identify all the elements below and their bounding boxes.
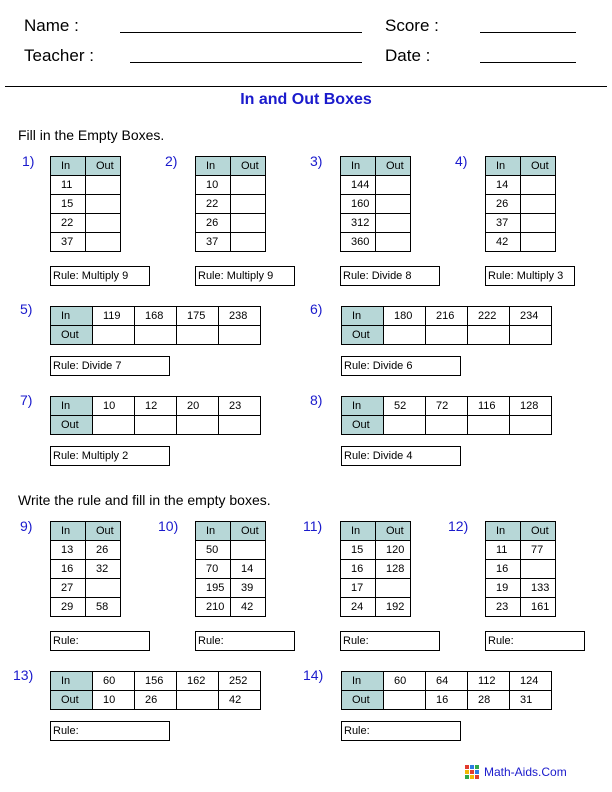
- problem-number: 11): [303, 518, 323, 534]
- in-cell: 37: [486, 214, 521, 233]
- in-cell: 52: [384, 397, 426, 416]
- out-header: Out: [86, 522, 121, 541]
- in-out-table: [50, 156, 121, 252]
- out-header: Out: [376, 157, 411, 176]
- problem-number: 9): [20, 518, 33, 534]
- out-cell[interactable]: [510, 326, 552, 345]
- out-cell[interactable]: [376, 214, 411, 233]
- rule-box[interactable]: Rule:: [485, 631, 585, 651]
- in-header: In: [51, 307, 93, 326]
- in-cell: 16: [486, 560, 521, 579]
- problem-number: 10): [158, 518, 179, 534]
- out-cell[interactable]: [219, 416, 261, 435]
- site-logo-text: Math-Aids.Com: [484, 765, 567, 779]
- out-cell[interactable]: [93, 326, 135, 345]
- in-cell: 112: [468, 672, 510, 691]
- problem-number: 5): [20, 301, 33, 317]
- in-out-table: [50, 396, 261, 435]
- problem-number: 8): [310, 392, 323, 408]
- in-cell: 26: [196, 214, 231, 233]
- problem-number: 7): [20, 392, 33, 408]
- out-cell[interactable]: [384, 691, 426, 710]
- in-cell: 222: [468, 307, 510, 326]
- in-cell: 23: [486, 598, 521, 617]
- in-cell: 252: [219, 672, 261, 691]
- out-cell[interactable]: [426, 416, 468, 435]
- in-cell: 64: [426, 672, 468, 691]
- rule-box: Rule: Multiply 3: [485, 266, 575, 286]
- out-cell[interactable]: 26: [86, 541, 121, 560]
- in-header: In: [486, 522, 521, 541]
- in-cell: 16: [341, 560, 376, 579]
- in-header: In: [341, 157, 376, 176]
- in-out-table: [195, 521, 266, 617]
- problem-number: 6): [310, 301, 323, 317]
- out-cell[interactable]: [376, 195, 411, 214]
- in-cell: 72: [426, 397, 468, 416]
- in-cell: 12: [135, 397, 177, 416]
- out-cell[interactable]: [177, 326, 219, 345]
- out-cell[interactable]: [86, 176, 121, 195]
- in-header: In: [51, 672, 93, 691]
- score-field[interactable]: [480, 32, 576, 33]
- out-cell[interactable]: [510, 416, 552, 435]
- out-cell[interactable]: 39: [231, 579, 266, 598]
- in-cell: 210: [196, 598, 231, 617]
- in-cell: 175: [177, 307, 219, 326]
- date-label: Date :: [385, 46, 431, 65]
- in-cell: 23: [219, 397, 261, 416]
- out-header: Out: [342, 326, 384, 345]
- in-cell: 116: [468, 397, 510, 416]
- rule-box: Rule: Multiply 2: [50, 446, 170, 466]
- in-cell: 50: [196, 541, 231, 560]
- out-cell[interactable]: 77: [521, 541, 556, 560]
- in-cell: 29: [51, 598, 86, 617]
- out-cell[interactable]: [177, 416, 219, 435]
- out-cell[interactable]: [231, 214, 266, 233]
- worksheet-title: In and Out Boxes: [240, 91, 372, 108]
- out-cell[interactable]: [86, 233, 121, 252]
- out-cell[interactable]: [177, 691, 219, 710]
- rule-box: Rule: Multiply 9: [195, 266, 295, 286]
- out-header: Out: [51, 416, 93, 435]
- score-label: Score :: [385, 16, 439, 35]
- in-header: In: [51, 157, 86, 176]
- out-cell[interactable]: 14: [231, 560, 266, 579]
- out-header: Out: [86, 157, 121, 176]
- in-out-table: [485, 521, 556, 617]
- in-out-table: [340, 156, 411, 252]
- out-cell[interactable]: [426, 326, 468, 345]
- out-cell[interactable]: 128: [376, 560, 411, 579]
- out-cell[interactable]: [86, 579, 121, 598]
- in-header: In: [342, 672, 384, 691]
- out-cell[interactable]: 42: [231, 598, 266, 617]
- out-cell[interactable]: 31: [510, 691, 552, 710]
- in-cell: 216: [426, 307, 468, 326]
- in-header: In: [342, 307, 384, 326]
- in-cell: 16: [51, 560, 86, 579]
- out-cell[interactable]: 133: [521, 579, 556, 598]
- in-header: In: [342, 397, 384, 416]
- rule-box[interactable]: Rule:: [50, 631, 150, 651]
- in-cell: 160: [341, 195, 376, 214]
- in-cell: 13: [51, 541, 86, 560]
- in-cell: 162: [177, 672, 219, 691]
- in-cell: 60: [93, 672, 135, 691]
- out-cell[interactable]: 26: [135, 691, 177, 710]
- in-out-table: [50, 671, 261, 710]
- section2-instruction: Write the rule and fill in the empty boxes.: [18, 492, 271, 508]
- out-cell[interactable]: 10: [93, 691, 135, 710]
- in-cell: 37: [51, 233, 86, 252]
- problem-number: 12): [448, 518, 469, 534]
- problem-number: 1): [22, 153, 35, 169]
- in-header: In: [51, 522, 86, 541]
- problem-number: 2): [165, 153, 178, 169]
- rule-box: Rule: Divide 7: [50, 356, 170, 376]
- out-cell[interactable]: [521, 214, 556, 233]
- in-cell: 234: [510, 307, 552, 326]
- out-cell[interactable]: [521, 195, 556, 214]
- rule-box[interactable]: Rule:: [341, 721, 461, 741]
- out-cell[interactable]: [468, 416, 510, 435]
- out-cell[interactable]: 28: [468, 691, 510, 710]
- name-field[interactable]: [120, 32, 362, 33]
- out-header: Out: [376, 522, 411, 541]
- out-cell[interactable]: [86, 214, 121, 233]
- out-cell[interactable]: [231, 195, 266, 214]
- out-header: Out: [342, 691, 384, 710]
- problem-number: 4): [455, 153, 468, 169]
- rule-box: Rule: Divide 8: [340, 266, 440, 286]
- out-header: Out: [231, 522, 266, 541]
- rule-box[interactable]: Rule:: [195, 631, 295, 651]
- in-cell: 144: [341, 176, 376, 195]
- in-cell: 195: [196, 579, 231, 598]
- teacher-field[interactable]: [130, 62, 362, 63]
- in-cell: 22: [196, 195, 231, 214]
- section1-instruction: Fill in the Empty Boxes.: [18, 127, 165, 143]
- in-cell: 180: [384, 307, 426, 326]
- out-header: Out: [51, 326, 93, 345]
- problem-number: 3): [310, 153, 323, 169]
- out-header: Out: [521, 157, 556, 176]
- in-cell: 312: [341, 214, 376, 233]
- out-cell[interactable]: [231, 541, 266, 560]
- rule-box: Rule: Multiply 9: [50, 266, 150, 286]
- rule-box[interactable]: Rule:: [50, 721, 170, 741]
- in-cell: 26: [486, 195, 521, 214]
- in-out-table: [341, 396, 552, 435]
- in-cell: 17: [341, 579, 376, 598]
- out-cell[interactable]: [93, 416, 135, 435]
- in-out-table: [485, 156, 556, 252]
- out-cell[interactable]: 32: [86, 560, 121, 579]
- in-cell: 22: [51, 214, 86, 233]
- out-cell[interactable]: [384, 326, 426, 345]
- in-header: In: [196, 157, 231, 176]
- in-cell: 60: [384, 672, 426, 691]
- in-cell: 156: [135, 672, 177, 691]
- in-out-table: [50, 306, 261, 345]
- in-cell: 128: [510, 397, 552, 416]
- out-cell[interactable]: [384, 416, 426, 435]
- in-header: In: [486, 157, 521, 176]
- problem-number: 13): [13, 667, 34, 683]
- in-cell: 10: [196, 176, 231, 195]
- in-out-table: [50, 521, 121, 617]
- out-cell[interactable]: [376, 176, 411, 195]
- out-cell[interactable]: [135, 326, 177, 345]
- in-cell: 27: [51, 579, 86, 598]
- out-cell[interactable]: [86, 195, 121, 214]
- rule-box: Rule: Divide 6: [341, 356, 461, 376]
- out-cell[interactable]: [468, 326, 510, 345]
- header-divider: [5, 86, 607, 87]
- out-cell[interactable]: [135, 416, 177, 435]
- out-cell[interactable]: [376, 579, 411, 598]
- in-out-table: [341, 306, 552, 345]
- rule-box: Rule: Divide 4: [341, 446, 461, 466]
- in-header: In: [51, 397, 93, 416]
- teacher-label: Teacher :: [24, 46, 94, 65]
- out-cell[interactable]: [521, 560, 556, 579]
- in-cell: 119: [93, 307, 135, 326]
- in-cell: 11: [51, 176, 86, 195]
- in-cell: 11: [486, 541, 521, 560]
- in-cell: 20: [177, 397, 219, 416]
- in-cell: 15: [51, 195, 86, 214]
- in-cell: 70: [196, 560, 231, 579]
- date-field[interactable]: [480, 62, 576, 63]
- out-cell[interactable]: [521, 176, 556, 195]
- in-cell: 168: [135, 307, 177, 326]
- out-header: Out: [342, 416, 384, 435]
- out-cell[interactable]: [376, 233, 411, 252]
- in-header: In: [341, 522, 376, 541]
- in-cell: 19: [486, 579, 521, 598]
- grid-logo-icon: [465, 765, 479, 779]
- out-header: Out: [51, 691, 93, 710]
- in-out-table: [340, 521, 411, 617]
- out-header: Out: [521, 522, 556, 541]
- out-cell[interactable]: 58: [86, 598, 121, 617]
- in-cell: 42: [486, 233, 521, 252]
- out-cell[interactable]: [219, 326, 261, 345]
- problem-number: 14): [303, 667, 324, 683]
- in-header: In: [196, 522, 231, 541]
- in-cell: 15: [341, 541, 376, 560]
- out-cell[interactable]: 161: [521, 598, 556, 617]
- in-cell: 14: [486, 176, 521, 195]
- in-out-table: [195, 156, 266, 252]
- out-header: Out: [231, 157, 266, 176]
- in-cell: 238: [219, 307, 261, 326]
- out-cell[interactable]: [231, 233, 266, 252]
- name-label: Name :: [24, 16, 79, 35]
- in-cell: 360: [341, 233, 376, 252]
- in-cell: 37: [196, 233, 231, 252]
- in-cell: 10: [93, 397, 135, 416]
- in-out-table: [341, 671, 552, 710]
- in-cell: 24: [341, 598, 376, 617]
- in-cell: 124: [510, 672, 552, 691]
- out-cell[interactable]: 16: [426, 691, 468, 710]
- out-cell[interactable]: 192: [376, 598, 411, 617]
- out-cell[interactable]: [521, 233, 556, 252]
- rule-box[interactable]: Rule:: [340, 631, 440, 651]
- out-cell[interactable]: [231, 176, 266, 195]
- out-cell[interactable]: 42: [219, 691, 261, 710]
- out-cell[interactable]: 120: [376, 541, 411, 560]
